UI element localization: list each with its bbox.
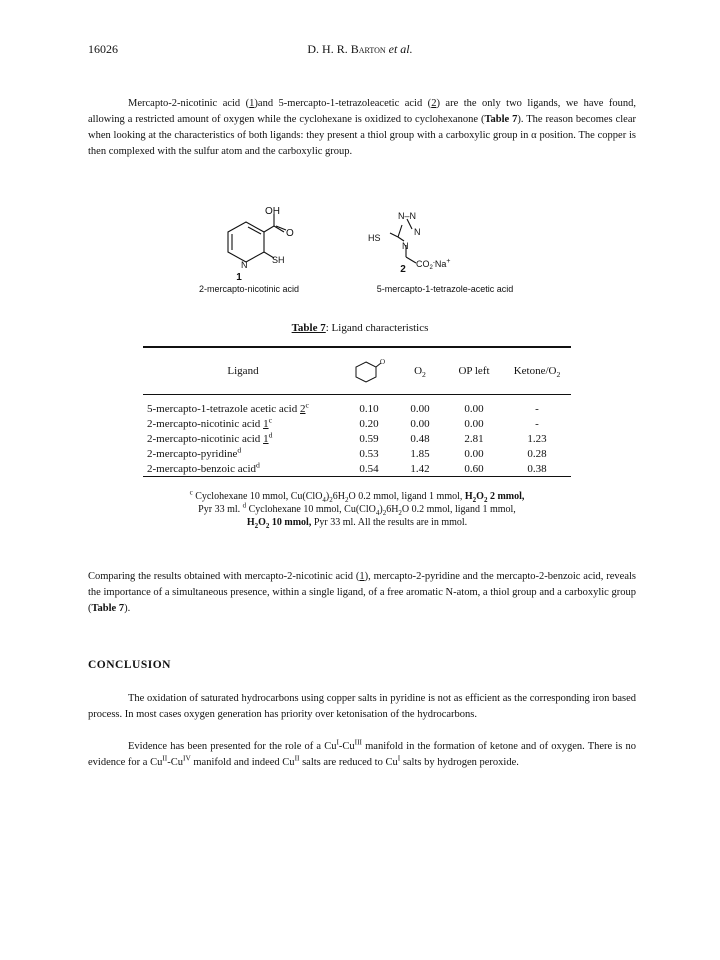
- cell-ketone-o2: 0.38: [503, 461, 571, 477]
- table-reference: Table 7: [91, 603, 125, 614]
- cell-o2: 0.00: [410, 417, 430, 430]
- header-o2: $O_2$: [395, 347, 445, 395]
- cell-cyclohexanone: 0.20: [359, 417, 379, 430]
- atom-n-ring: N: [414, 227, 421, 237]
- structure-2-number: 2: [400, 264, 406, 275]
- intro-text-4: ). The reason becomes clear when looking at the characteristics of both ligands: they present a thiol group with a carboxylic group in α position. The copper is then complexed with the sulfur atom and the carboxylic group.: [88, 114, 636, 157]
- cell-ketone-o2: -: [535, 402, 539, 415]
- atom-o: O: [286, 228, 294, 239]
- table-header-row: [143, 347, 571, 395]
- conclusion-paragraph-1: The oxidation of saturated hydrocarbons using copper salts in pyridine is not as efficient as the corresponding iron based process. In most cases oxygen generation has priority over ketonisation of the hydrocarbons.: [88, 693, 636, 720]
- cell-cyclohexanone: 0.53: [359, 447, 379, 460]
- cell-op-left: 0.00: [464, 402, 484, 415]
- table-row: [143, 416, 571, 431]
- cell-ligand: 2-mercapto-nicotinic acid 1$^d$: [147, 429, 273, 445]
- cyclohexanone-icon: [352, 357, 386, 383]
- table-caption: [0, 322, 720, 334]
- cell-ligand: 2-mercapto-pyridine$^d$: [147, 444, 242, 460]
- svg-text:O: O: [380, 357, 386, 366]
- table-row: [143, 461, 571, 477]
- conclusion-paragraph-2: Evidence has been presented for the role of a $Cu^I-Cu^{III}$ manifold in the formation of ketone and of oxygen. There is no evidence for a $Cu^{II}-Cu^{IV}$ manifold and indeed $Cu^{II}$ salts are reduced to $Cu^I$ salts by hydrogen peroxide.: [88, 737, 636, 768]
- intro-text-3: ) are the only two ligands, we have found, allowing a restricted amount of oxygen while the cyclohexane is oxidized to cyclohexanone (: [88, 98, 637, 125]
- compound-ref-1: 1: [249, 98, 255, 109]
- structure-1-drawing: [214, 200, 324, 280]
- cell-ketone-o2: 0.28: [527, 447, 547, 460]
- cell-ligand: 2-mercapto-benzoic acid$^d$: [143, 461, 343, 477]
- ligand-table: [143, 346, 571, 477]
- author-etal: et al.: [388, 42, 413, 56]
- cell-ligand: 2-mercapto-nicotinic acid 1$^c$: [147, 414, 272, 430]
- table-row: [143, 431, 571, 446]
- cell-cyclohexanone: 0.59: [359, 432, 379, 445]
- cell-o2: 1.42: [395, 461, 445, 477]
- compound-ref-2: 2: [431, 98, 437, 109]
- header-cyclohexanone-icon: [343, 347, 395, 395]
- atom-nn: N–N: [398, 211, 417, 221]
- structure-2-drawing: [362, 205, 492, 277]
- table-row: [143, 395, 571, 417]
- atom-n-sub: N: [402, 241, 409, 251]
- cell-op-left: 0.00: [464, 447, 484, 460]
- compound-ref-1: 1: [359, 571, 365, 582]
- cell-op-left: 0.00: [464, 417, 484, 430]
- structure-2-caption: 5-mercapto-1-tetrazole-acetic acid: [376, 284, 514, 294]
- cell-o2: 1.85: [410, 447, 430, 460]
- cell-ketone-o2: 1.23: [527, 432, 547, 445]
- conclusion-heading: CONCLUSION: [88, 659, 171, 671]
- table-footnotes: $^c$ Cyclohexane 10 mmol, $Cu(ClO_4)_26H_2O$ 0.2 mmol, ligand 1 mmol, $H_2O_2$ 2 mmol, Pyr 33 ml. $^d$ Cyclohexane 10 mmol, $Cu(ClO_4)_26H_2O$ 0.2 mmol, ligand 1 mmol, $H_2O_2$ 10 mmol, Pyr 33 ml. All the results are in mmol.: [189, 488, 525, 530]
- comparison-text-1: Comparing the results obtained with mercapto-2-nicotinic acid (: [88, 571, 360, 582]
- carboxylate-label: $CO_2^-Na^+$: [416, 258, 451, 271]
- intro-text-1: Mercapto-2-nicotinic acid (: [128, 98, 250, 109]
- atom-oh: OH: [265, 206, 280, 217]
- structure-1-caption: 2-mercapto-nicotinic acid: [198, 284, 300, 294]
- cell-op-left: 2.81: [464, 432, 484, 445]
- atom-sh: SH: [272, 255, 285, 265]
- comparison-text-2: ), mercapto-2-pyridine and the mercapto-2-benzoic acid, reveals the importance of a simultaneous presence, within a single ligand, of a free aromatic N-atom, a thiol group and a carboxylic group (: [88, 571, 636, 614]
- header-op-left: OP left: [445, 347, 503, 395]
- table-title: : Ligand characteristics: [325, 322, 429, 334]
- comparison-paragraph: [88, 569, 636, 617]
- atom-n: N: [241, 260, 248, 270]
- cell-ligand: 5-mercapto-1-tetrazole acetic acid 2$^c$: [147, 399, 309, 415]
- cell-o2: 0.00: [410, 402, 430, 415]
- atom-hs: HS: [368, 233, 381, 243]
- page-number: 16026: [88, 42, 118, 56]
- author-surname: Barton: [350, 42, 386, 56]
- cell-o2: 0.48: [410, 432, 430, 445]
- cell-op-left: 0.60: [445, 461, 503, 477]
- cell-ketone-o2: -: [535, 417, 539, 430]
- cell-cyclohexanone: 0.54: [343, 461, 395, 477]
- author-name: D. H. R.: [307, 42, 351, 56]
- cell-cyclohexanone: 0.10: [359, 402, 379, 415]
- header-ligand: Ligand: [143, 347, 343, 395]
- intro-text-2: )and 5-mercapto-1-tetrazoleacetic acid (: [254, 98, 432, 109]
- comparison-text-3: ).: [124, 603, 131, 614]
- table-reference: Table 7: [484, 114, 518, 125]
- table-label: Table 7: [291, 322, 326, 334]
- running-header: [0, 42, 720, 57]
- header-ketone-o2: Ketone/$O_2$: [503, 347, 571, 395]
- intro-paragraph: [88, 96, 636, 160]
- structure-1-number: 1: [236, 272, 242, 283]
- table-row: [143, 446, 571, 461]
